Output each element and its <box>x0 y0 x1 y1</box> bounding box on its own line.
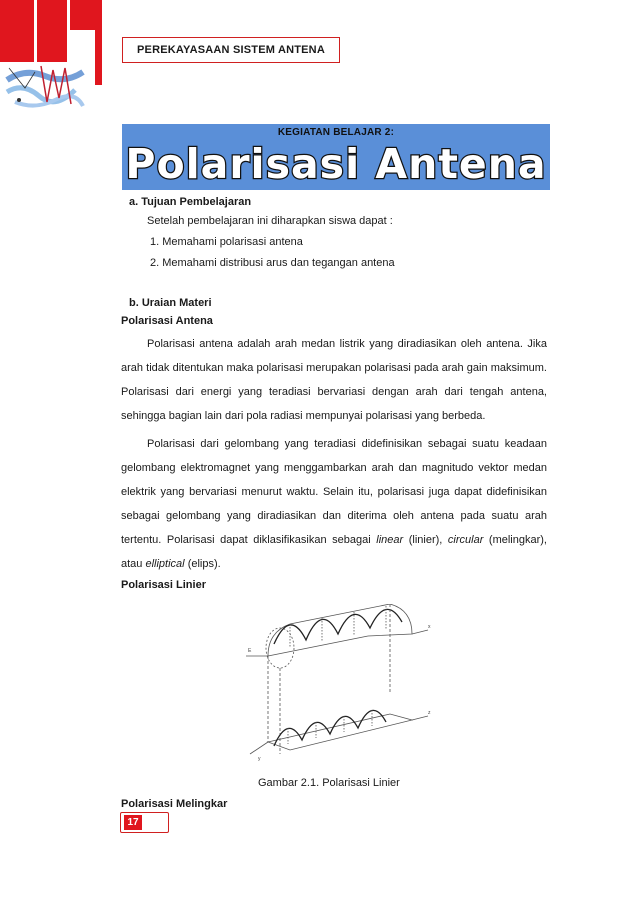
svg-text:y: y <box>258 756 261 762</box>
paragraph-1 <box>121 332 547 428</box>
term-linear: linear <box>376 534 404 546</box>
term-elliptical-paren: (elips). <box>187 558 221 570</box>
header-title: PEREKAYASAAN SISTEM ANTENA <box>122 37 340 63</box>
paragraph-1-text: Polarisasi antena adalah arah medan listrik yang diradiasikan oleh antena. Jika arah tidak ditentukan maka polarisasi merupakan polarisasi pada arah gain maksimum. Polarisasi dari energi yang teradiasi bervariasi dengan arah dari tengah antena, sehingga bagian lain dari pola radiasi mempunyai polarisasi yang berbeda. <box>121 338 547 422</box>
svg-text:E: E <box>248 648 252 654</box>
paragraph-2 <box>121 432 547 576</box>
subsection-heading-polarisasi-linier: Polarisasi Linier <box>121 579 206 591</box>
paragraph-2-text: Polarisasi dari gelombang yang teradiasi didefinisikan sebagai suatu keadaan gelombang elektromagnet yang menggambarkan arah dan magnitudo vektor medan elektrik yang bervariasi menurut waktu. Selain itu, polarisasi juga dapat didefinisikan sebagai gelombang yang diradiasikan dan diterima oleh antena pada suatu arah tertentu. Polarisasi dapat diklasifikasikan sebagai <box>121 438 547 546</box>
subsection-heading-polarisasi-melingkar: Polarisasi Melingkar <box>121 798 228 810</box>
term-circular-paren: (melingkar), atau <box>121 534 547 570</box>
corner-bar-left <box>0 0 34 62</box>
term-circular: circular <box>447 534 484 546</box>
corner-bar-right <box>95 30 102 85</box>
logo-icon <box>5 62 85 112</box>
corner-bar-mid <box>37 0 67 62</box>
section-b-heading: b. Uraian Materi <box>129 297 212 309</box>
banner-subtitle: KEGIATAN BELAJAR 2: <box>277 127 395 138</box>
term-linear-paren: (linier), <box>408 534 443 546</box>
svg-text:x: x <box>428 624 431 630</box>
section-a-intro: Setelah pembelajaran ini diharapkan siswa dapat : <box>147 215 393 227</box>
linear-polarization-figure <box>240 604 440 764</box>
activity-banner <box>122 124 550 190</box>
svg-text:z: z <box>428 710 431 716</box>
section-a-heading: a. Tujuan Pembelajaran <box>129 196 252 208</box>
corner-bar-top <box>70 0 102 30</box>
objective-item-2: 2. Memahami distribusi arus dan tegangan antena <box>150 257 395 269</box>
term-elliptical: elliptical <box>145 558 185 570</box>
figure-caption: Gambar 2.1. Polarisasi Linier <box>258 777 400 789</box>
banner-title: Polarisasi Antena <box>125 140 547 188</box>
subsection-heading-polarisasi-antena: Polarisasi Antena <box>121 315 213 327</box>
page-number-box <box>120 812 169 833</box>
page-number: 17 <box>124 815 142 830</box>
objective-item-1: 1. Memahami polarisasi antena <box>150 236 303 248</box>
